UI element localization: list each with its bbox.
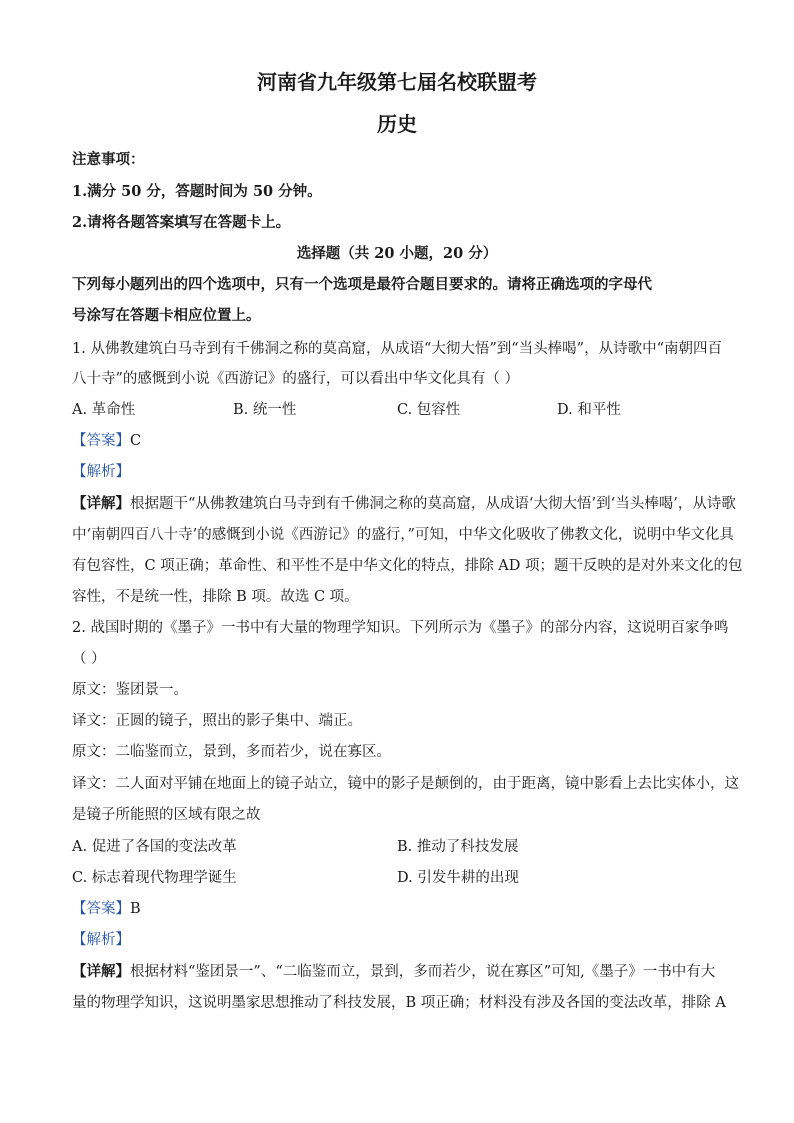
answer-value: C xyxy=(130,433,142,449)
answer-label: 【答案】 xyxy=(72,433,130,449)
q2-material: 是镜子所能照的区域有限之故 xyxy=(72,807,261,823)
section-title: 选择题（共 20 小题，20 分） xyxy=(296,245,498,262)
q2-stem: 2. 战国时期的《墨子》一书中有大量的物理学知识。下列所示为《墨子》的部分内容，这说明百家争鸣 xyxy=(72,620,729,636)
q1-option-b: B. 统一性 xyxy=(233,402,297,418)
answer-value: B xyxy=(130,901,141,917)
q1-detail: 中‘南朝四百八十寺’的感慨到小说《西游记》的盛行，”可知，中华文化吸收了佛教文化，说明中华文化具 xyxy=(72,527,734,543)
q2-detail xyxy=(72,962,715,982)
q1-stem: 1. 从佛教建筑白马寺到有千佛洞之称的莫高窟，从成语“大彻大悟”到“当头棒喝”，从诗歌中“南朝四百 xyxy=(72,341,723,357)
q2-material: 原文：二临鉴而立，景到，多而若少，说在寡区。 xyxy=(72,744,391,760)
q2-option-c: C. 标志着现代物理学诞生 xyxy=(72,870,237,886)
detail-text: 根据材料“鉴团景一”、“二临鉴而立，景到，多而若少，说在寡区”可知,《墨子》一书中有大 xyxy=(130,964,716,980)
q2-option-d: D. 引发牛耕的出现 xyxy=(397,870,519,886)
q1-detail: 有包容性，C 项正确；革命性、和平性不是中华文化的特点，排除 AD 项；题干反映的是对外来文化的包 xyxy=(72,558,743,574)
q1-answer xyxy=(72,431,141,451)
notice-heading: 注意事项： xyxy=(72,151,145,168)
q2-material: 译文：二人面对平铺在地面上的镜子站立，镜中的影子是颠倒的，由于距离，镜中影看上去比实体小，这 xyxy=(72,776,739,792)
q2-material: 译文：正圆的镜子，照出的影子集中、端正。 xyxy=(72,713,362,729)
answer-label: 【答案】 xyxy=(72,901,130,917)
q1-option-d: D. 和平性 xyxy=(557,402,621,418)
exam-title: 河南省九年级第七届名校联盟考 xyxy=(257,70,537,94)
q2-option-a: A. 促进了各国的变法改革 xyxy=(72,839,237,855)
q2-analysis-label xyxy=(72,930,130,950)
q1-analysis-label xyxy=(72,462,130,482)
q2-material: 原文：鉴团景一。 xyxy=(72,682,188,698)
analysis-label: 【解析】 xyxy=(72,932,130,948)
q1-detail xyxy=(72,494,736,514)
q2-option-b: B. 推动了科技发展 xyxy=(397,839,519,855)
notice-item: 2.请将各题答案填写在答题卡上。 xyxy=(72,214,291,231)
q2-stem: （ ） xyxy=(72,651,106,667)
detail-label: 【详解】 xyxy=(72,495,130,512)
section-instruction: 号涂写在答题卡相应位置上。 xyxy=(72,307,261,324)
q2-detail: 量的物理学知识，这说明墨家思想推动了科技发展，B 项正确；材料没有涉及各国的变法改革，排除 A xyxy=(72,995,726,1011)
section-instruction: 下列每小题列出的四个选项中，只有一个选项是最符合题目要求的。请将正确选项的字母代 xyxy=(72,276,652,293)
q1-option-a: A. 革命性 xyxy=(72,402,136,418)
q1-option-c: C. 包容性 xyxy=(397,402,461,418)
q1-detail: 容性，不是统一性，排除 B 项。故选 C 项。 xyxy=(72,589,359,605)
detail-text: 根据题干“从佛教建筑白马寺到有千佛洞之称的莫高窟，从成语‘大彻大悟’到‘当头棒喝’，从诗歌 xyxy=(130,496,736,512)
q2-answer xyxy=(72,899,141,919)
detail-label: 【详解】 xyxy=(72,963,130,980)
subject-title: 历史 xyxy=(377,112,417,136)
notice-item: 1.满分 50 分，答题时间为 50 分钟。 xyxy=(72,183,322,200)
q1-stem: 八十寺”的感慨到小说《西游记》的盛行，可以看出中华文化具有（ ） xyxy=(72,371,520,387)
analysis-label: 【解析】 xyxy=(72,464,130,480)
